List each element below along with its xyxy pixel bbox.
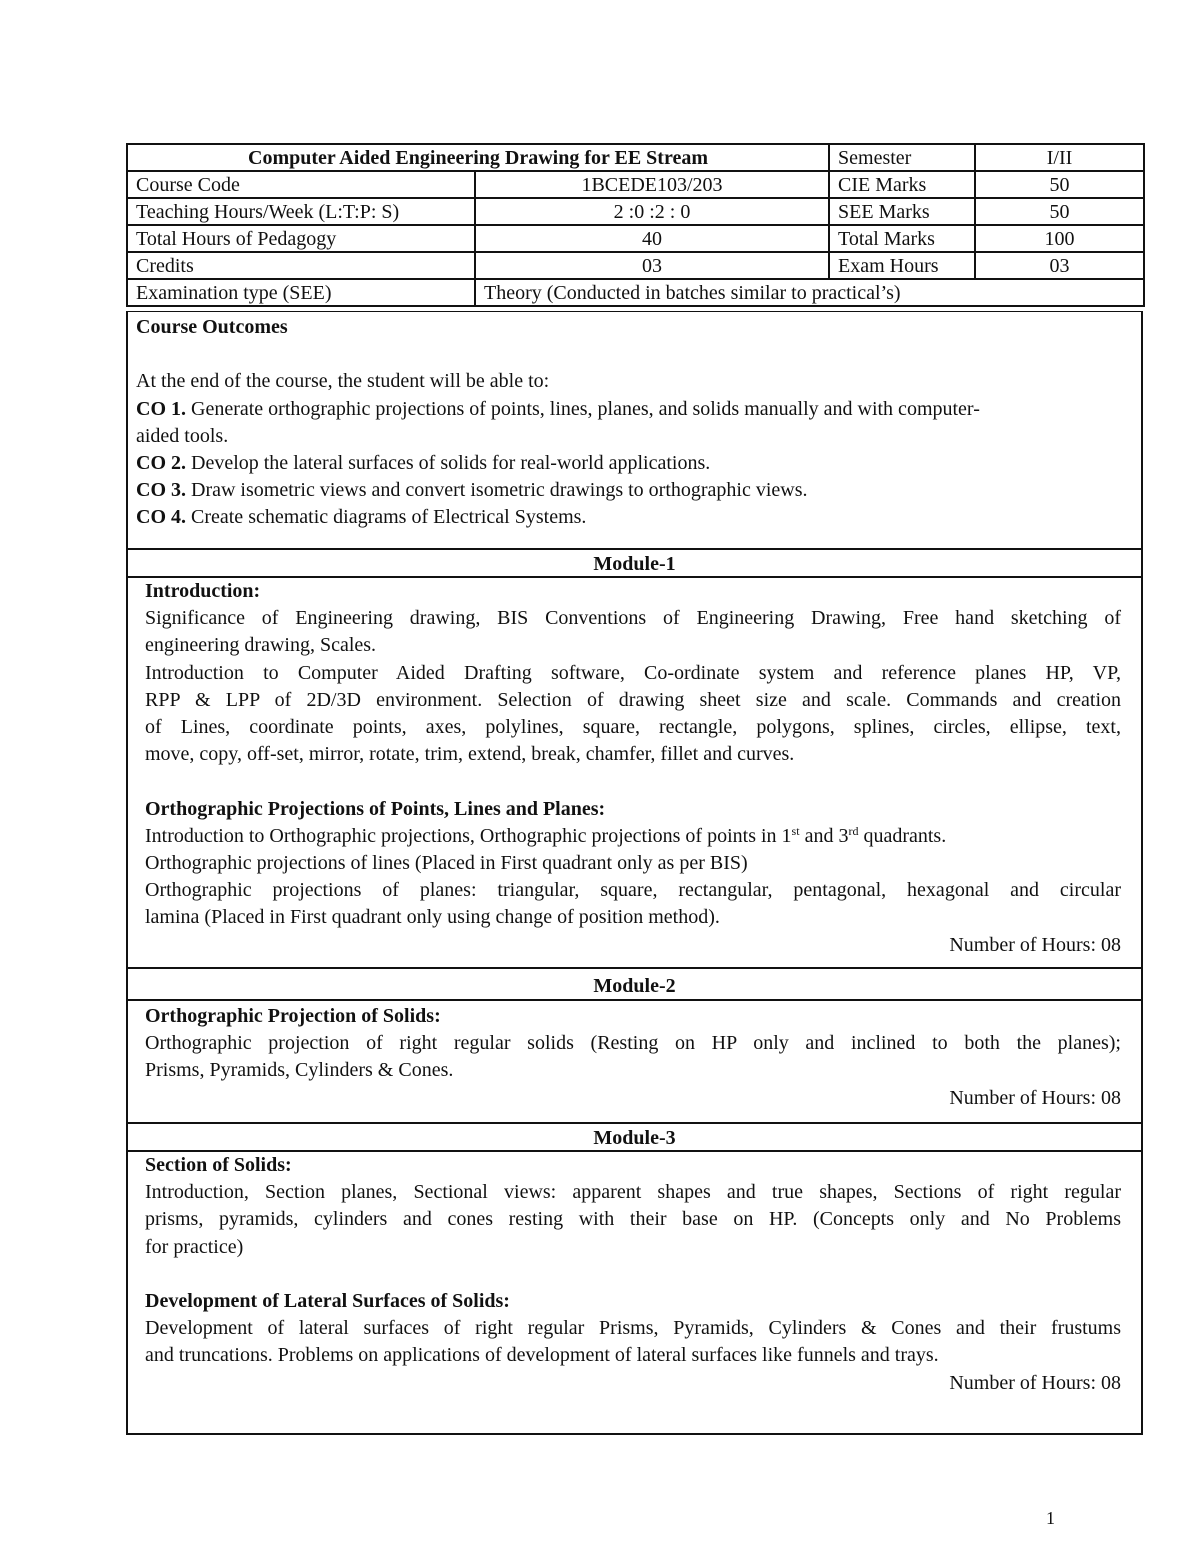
module-3-hours: Number of Hours: 08 xyxy=(949,1371,1121,1394)
blank-line xyxy=(145,768,1121,795)
outcome-label: CO 2. xyxy=(136,452,186,475)
outcome-text: Create schematic diagrams of Electrical Systems. xyxy=(186,506,587,529)
text-line: move, copy, off-set, mirror, rotate, trim, extend, break, chamfer, fillet and curves. xyxy=(145,743,795,766)
outcome-text: Draw isometric views and convert isometric drawings to orthographic views. xyxy=(186,479,808,502)
pedagogy-hours-value: 40 xyxy=(475,225,829,252)
text-line xyxy=(145,823,1121,850)
module-1-hours: Number of Hours: 08 xyxy=(949,933,1121,956)
semester-label: Semester xyxy=(829,144,975,171)
content-box xyxy=(126,311,1143,1435)
outcome-item xyxy=(136,450,1133,477)
orthographic-heading: Orthographic Projections of Points, Lines and Planes: xyxy=(145,797,606,820)
credits-value: 03 xyxy=(475,252,829,279)
solids-projection-heading: Orthographic Projection of Solids: xyxy=(145,1005,441,1027)
text-line: and truncations. Problems on applications of development of lateral surfaces like funnels and trays. xyxy=(145,1344,939,1367)
text-line: Orthographic projections of planes: triangular, square, rectangular, pentagonal, hexagonal and circular xyxy=(145,879,1121,902)
cie-marks-value: 50 xyxy=(975,171,1144,198)
module-3-content xyxy=(145,1152,1121,1397)
text-line: RPP & LPP of 2D/3D environment. Selection of drawing sheet size and scale. Commands and creation xyxy=(145,688,1121,711)
outcomes-intro: At the end of the course, the student will be able to: xyxy=(136,370,550,393)
course-code-label: Course Code xyxy=(127,171,475,198)
text-segment: and 3 xyxy=(799,824,849,847)
table-row xyxy=(127,144,1144,171)
divider xyxy=(128,1122,1141,1124)
teaching-hours-value: 2 :0 :2 : 0 xyxy=(475,198,829,225)
text-line: Significance of Engineering drawing, BIS Conventions of Engineering Drawing, Free hand sketching of xyxy=(145,607,1121,630)
table-row xyxy=(127,279,1144,306)
blank-line xyxy=(145,1261,1121,1288)
exam-type-value: Theory (Conducted in batches similar to practical’s) xyxy=(475,279,1144,306)
pedagogy-hours-label: Total Hours of Pedagogy xyxy=(127,225,475,252)
table-row xyxy=(127,225,1144,252)
course-code-value: 1BCEDE103/203 xyxy=(475,171,829,198)
development-heading: Development of Lateral Surfaces of Solids: xyxy=(145,1290,510,1313)
text-line: of Lines, coordinate points, axes, polylines, square, rectangle, polygons, splines, circles, ellipse, text, xyxy=(145,716,1121,739)
outcome-label: CO 1. xyxy=(136,397,186,420)
module-1-title: Module-1 xyxy=(593,553,676,575)
table-row xyxy=(127,171,1144,198)
superscript: st xyxy=(791,823,800,838)
outcome-item xyxy=(136,477,1133,504)
total-marks-label: Total Marks xyxy=(829,225,975,252)
credits-label: Credits xyxy=(127,252,475,279)
outcome-text: Develop the lateral surfaces of solids for real-world applications. xyxy=(186,452,711,475)
course-info-table xyxy=(126,143,1145,307)
module-3-title: Module-3 xyxy=(593,1127,676,1149)
text-line: Introduction to Computer Aided Drafting software, Co-ordinate system and reference planes HP, VP, xyxy=(145,661,1121,684)
see-marks-value: 50 xyxy=(975,198,1144,225)
section-of-solids-heading: Section of Solids: xyxy=(145,1154,292,1176)
cie-marks-label: CIE Marks xyxy=(829,171,975,198)
divider xyxy=(128,999,1141,1001)
outcome-item xyxy=(136,504,1133,531)
exam-hours-label: Exam Hours xyxy=(829,252,975,279)
text-line: prisms, pyramids, cylinders and cones resting with their base on HP. (Concepts only and No Problems xyxy=(145,1208,1121,1231)
text-line: Introduction, Section planes, Sectional views: apparent shapes and true shapes, Sections of right regular xyxy=(145,1181,1121,1204)
see-marks-label: SEE Marks xyxy=(829,198,975,225)
outcome-text-continued: aided tools. xyxy=(136,424,229,447)
module-2-hours: Number of Hours: 08 xyxy=(949,1086,1121,1109)
blank-line xyxy=(136,341,1133,368)
divider xyxy=(128,548,1141,550)
text-line: engineering drawing, Scales. xyxy=(145,634,377,657)
text-line: for practice) xyxy=(145,1235,244,1258)
introduction-heading: Introduction: xyxy=(145,580,261,602)
superscript: rd xyxy=(848,823,859,838)
module-2-title: Module-2 xyxy=(593,975,676,997)
text-line: Orthographic projection of right regular solids (Resting on HP only and inclined to both the planes); xyxy=(145,1032,1121,1055)
semester-value: I/II xyxy=(975,144,1144,171)
outcome-item xyxy=(136,396,1133,423)
divider xyxy=(128,967,1141,969)
table-row xyxy=(127,198,1144,225)
course-title: Computer Aided Engineering Drawing for EE Stream xyxy=(127,144,829,171)
teaching-hours-label: Teaching Hours/Week (L:T:P: S) xyxy=(127,198,475,225)
module-1-content xyxy=(145,578,1121,959)
page-number: 1 xyxy=(1046,1508,1055,1528)
outcome-label: CO 4. xyxy=(136,506,186,529)
text-segment: quadrants. xyxy=(858,824,947,847)
outcome-text: Generate orthographic projections of points, lines, planes, and solids manually and with computer- xyxy=(186,397,980,420)
course-outcomes xyxy=(136,314,1133,532)
text-line: Development of lateral surfaces of right regular Prisms, Pyramids, Cylinders & Cones and their frustums xyxy=(145,1317,1121,1340)
exam-type-label: Examination type (SEE) xyxy=(127,279,475,306)
outcome-label: CO 3. xyxy=(136,479,186,502)
text-line: Prisms, Pyramids, Cylinders & Cones. xyxy=(145,1059,454,1082)
text-line: Orthographic projections of lines (Placed in First quadrant only as per BIS) xyxy=(145,852,748,875)
outcomes-heading: Course Outcomes xyxy=(136,316,288,338)
total-marks-value: 100 xyxy=(975,225,1144,252)
table-row xyxy=(127,252,1144,279)
module-2-content xyxy=(145,1003,1121,1112)
text-line: lamina (Placed in First quadrant only using change of position method). xyxy=(145,906,720,929)
exam-hours-value: 03 xyxy=(975,252,1144,279)
text-segment: Introduction to Orthographic projections, Orthographic projections of points in 1 xyxy=(145,824,792,847)
